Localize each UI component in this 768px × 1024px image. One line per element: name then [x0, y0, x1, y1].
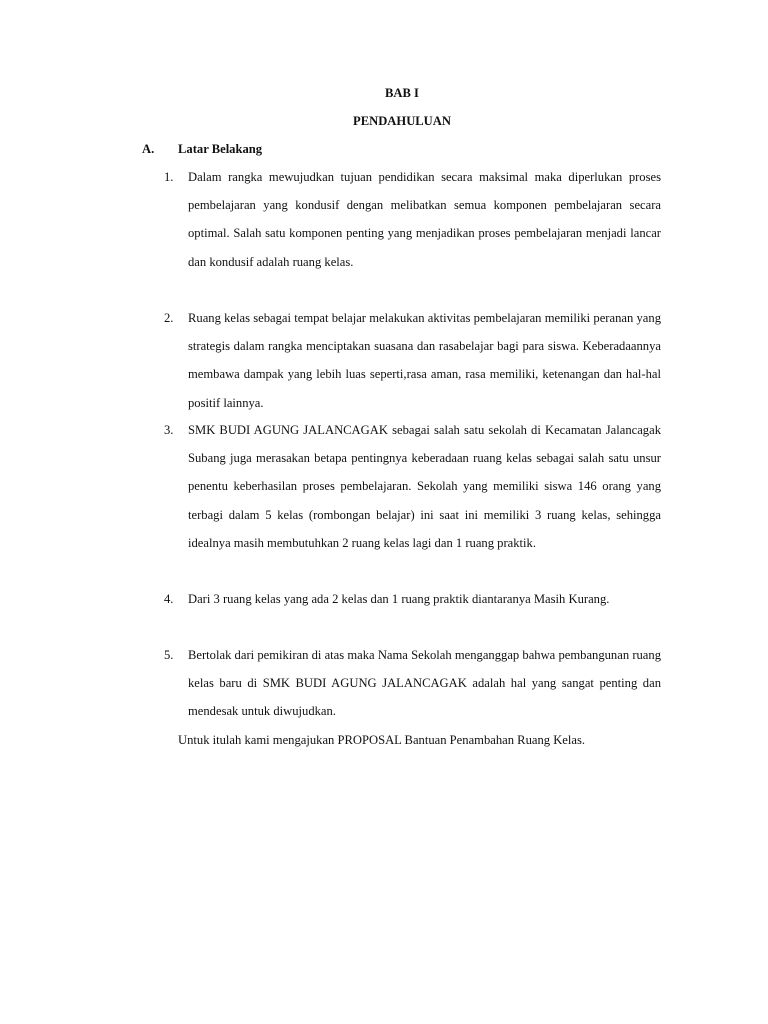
- list-item-text: SMK BUDI AGUNG JALANCAGAK sebagai salah satu sekolah di Kecamatan Jalancagak Subang juga merasakan betapa pentingnya keberadaan ruang kelas sebagai salah satu unsur penentu keberhasilan proses pembelajaran. Sekolah yang memiliki siswa 146 orang yang terbagi dalam 5 kelas (rombongan belajar) ini saat ini memiliki 3 ruang kelas, sehingga idealnya masih membutuhkan 2 ruang kelas lagi dan 1 ruang praktik.: [188, 423, 661, 550]
- list-item-number: 1.: [164, 170, 174, 184]
- list-item-number: 3.: [164, 423, 174, 437]
- list-item-number: 4.: [164, 592, 174, 606]
- chapter-title: PENDAHULUAN: [353, 114, 451, 128]
- section-title: Latar Belakang: [178, 142, 263, 156]
- list-item-text: Bertolak dari pemikiran di atas maka Nama Sekolah menganggap bahwa pembangunan ruang kelas baru di SMK BUDI AGUNG JALANCAGAK adalah hal yang sangat penting dan mendesak untuk diwujudkan.: [188, 648, 661, 719]
- list-item-text: Dalam rangka mewujudkan tujuan pendidikan secara maksimal maka diperlukan proses pembelajaran yang kondusif dengan melibatkan semua komponen pembelajaran secara optimal. Salah satu komponen penting yang menjadikan proses pembelajaran menjadi lancar dan kondusif adalah ruang kelas.: [188, 170, 661, 269]
- section-letter: A.: [142, 142, 155, 156]
- list-item-number: 5.: [164, 648, 174, 662]
- list-item-text: Dari 3 ruang kelas yang ada 2 kelas dan 1 ruang praktik diantaranya Masih Kurang.: [188, 592, 610, 606]
- list-item-number: 2.: [164, 311, 174, 325]
- closing-paragraph: Untuk itulah kami mengajukan PROPOSAL Bantuan Penambahan Ruang Kelas.: [178, 733, 586, 747]
- chapter-heading: BAB I: [385, 86, 419, 100]
- list-item-text: Ruang kelas sebagai tempat belajar melakukan aktivitas pembelajaran memiliki peranan yang strategis dalam rangka menciptakan suasana dan rasabelajar bagi para siswa. Keberadaannya membawa dampak yang lebih luas seperti,rasa aman, rasa memiliki, ketenangan dan hal-hal positif lainnya.: [188, 311, 661, 410]
